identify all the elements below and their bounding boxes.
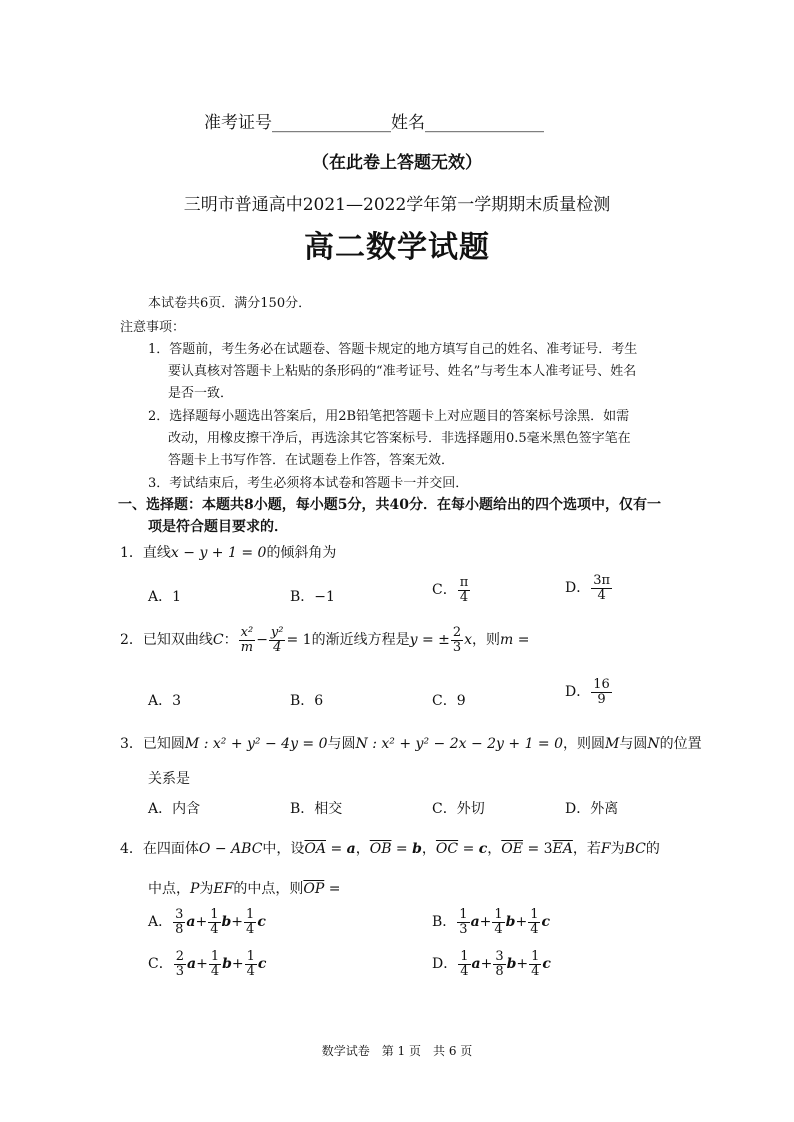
- q2-stem: 2．已知双曲线C： $\frac{\text{x²}}{m}$ − $\frac{\text{y²}}{4}$ = 1的渐近线方程是y = ± $\frac{2}{3}$ x，则m =: [120, 625, 530, 655]
- q1-option-c: C． $\frac{\pi}{4}$: [432, 575, 469, 605]
- q4-stem-line2: 中点，P为EF的中点，则$\overline{OP}$ =: [148, 881, 341, 897]
- q3-stem: 3．已知圆M : x² + y² − 4y = 0与圆N : x² + y² − 2x − 2y + 1 = 0，则圆M与圆N的位置: [120, 736, 702, 752]
- note-2-line-2: 改动，用橡皮擦干净后，再选涂其它答案标号．非选择题用0.5毫米黑色签字笔在: [168, 431, 631, 446]
- note-2-line-1: 2．选择题每小题选出答案后，用2B铅笔把答题卡上对应题目的答案标号涂黑．如需: [148, 409, 630, 424]
- q4-option-d: D． $\frac{1}{4}$ a+ $\frac{3}{8}$ b+ $\frac{1}{4}$ c: [432, 949, 551, 979]
- q4-option-b: B． $\frac{1}{3}$ a+ $\frac{1}{4}$ b+ $\frac{1}{4}$ c: [432, 907, 551, 937]
- note-1-line-1: 1．答题前，考生务必在试题卷、答题卡规定的地方填写自己的姓名、准考证号．考生: [148, 342, 638, 357]
- note-2-line-3: 答题卡上书写作答．在试题卷上作答，答案无效．: [168, 453, 455, 468]
- q4-option-a: A． $\frac{3}{8}$ a+ $\frac{1}{4}$ b+ $\frac{1}{4}$ c: [148, 907, 266, 937]
- q3-stem-line2: 关系是: [148, 771, 190, 787]
- q1-option-a: A．1: [148, 589, 182, 605]
- q1-option-d: D． $\frac{3\pi}{4}$: [565, 573, 611, 603]
- pages-info: 本试卷共6页．满分150分．: [148, 296, 312, 311]
- page-footer: 数学试卷 第 1 页 共 6 页: [321, 1044, 473, 1058]
- section1-heading-line1: 一、选择题：本题共8小题，每小题5分，共40分．在每小题给出的四个选项中，仅有一: [118, 497, 661, 513]
- q4-stem: 4．在四面体O − ABC中，设$\overline{OA} = a$，$\overline{OB} = b$，$\overline{OC} = c$，$\overline{OE} = 3\overline{EA}$，若F为BC的: [120, 841, 660, 857]
- notice-heading: 注意事项：: [120, 320, 186, 335]
- q1-stem: 1．直线x − y + 1 = 0的倾斜角为: [120, 545, 337, 561]
- note-1-line-2: 要认真核对答题卡上粘贴的条形码的“准考证号、姓名”与考生本人准考证号、姓名: [168, 364, 637, 379]
- q2-option-a: A．3: [148, 693, 182, 709]
- q3-option-b: B．相交: [290, 801, 343, 817]
- name-blank: ______________: [425, 113, 544, 133]
- invalid-note: （在此卷上答题无效）: [312, 153, 482, 173]
- q2-option-b: B．6: [290, 693, 324, 709]
- note-3-line-1: 3．考试结束后，考生必须将本试卷和答题卡一并交回．: [148, 476, 469, 491]
- q3-option-c: C．外切: [432, 801, 485, 817]
- note-1-line-3: 是否一致．: [168, 386, 234, 401]
- q3-option-d: D．外离: [565, 801, 619, 817]
- q2-option-d: D． $\frac{16}{9}$: [565, 677, 610, 707]
- page-title: 高二数学试题: [304, 230, 490, 265]
- name-label: 姓名: [391, 113, 425, 133]
- q3-option-a: A．内含: [148, 801, 201, 817]
- section1-heading-line2: 项是符合题目要求的．: [148, 519, 288, 535]
- q4-option-c: C． $\frac{2}{3}$ a+ $\frac{1}{4}$ b+ $\frac{1}{4}$ c: [148, 949, 267, 979]
- q2-option-c: C．9: [432, 693, 466, 709]
- q1-equation: x − y + 1 = 0: [170, 545, 267, 561]
- exam-name: 三明市普通高中2021—2022学年第一学期期末质量检测: [183, 195, 611, 215]
- ticket-blank: ______________: [272, 113, 391, 133]
- q1-option-b: B．−1: [290, 589, 335, 605]
- candidate-info-line: [204, 108, 544, 133]
- ticket-label: 准考证号: [204, 113, 272, 133]
